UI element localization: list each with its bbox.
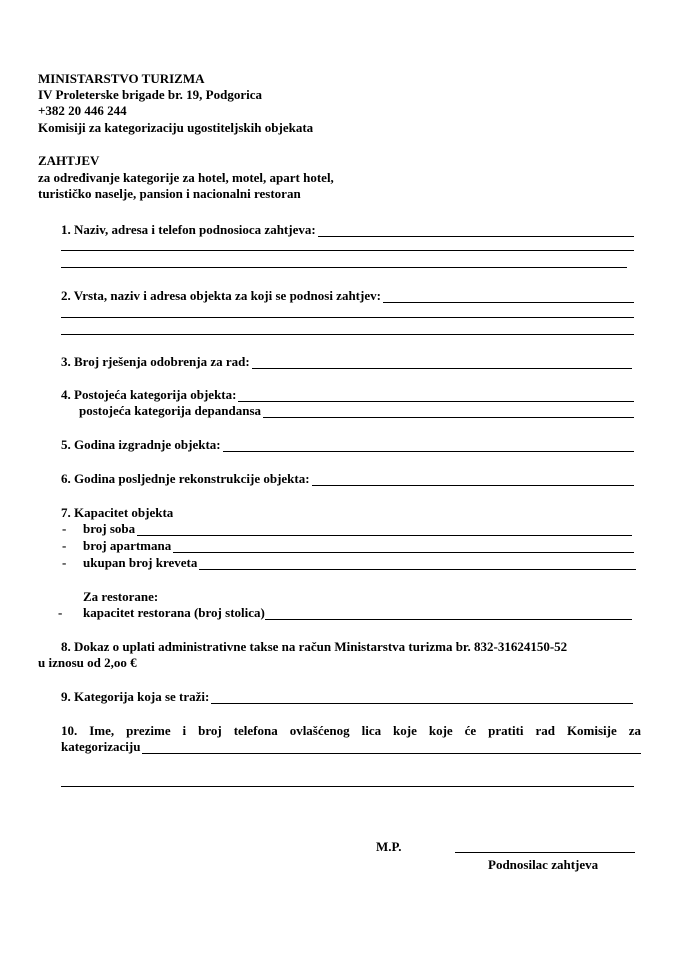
field-apartments[interactable]	[83, 538, 634, 553]
field-reconstruction-year-line[interactable]	[312, 473, 634, 486]
field-restaurant-capacity[interactable]	[83, 605, 632, 620]
field-beds-line[interactable]	[199, 557, 636, 570]
field-current-category-label: 4. Postojeća kategorija objekta:	[61, 387, 237, 402]
field-requested-category[interactable]	[61, 689, 633, 704]
field-restaurant-capacity-label: kapacitet restorana (broj stolica)	[83, 605, 265, 620]
payment-proof-line-1: 8. Dokaz o uplati administrativne takse na račun Ministarstva turizma br. 832-31624150-52	[61, 639, 568, 654]
field-applicant-label: 1. Naziv, adresa i telefon podnosioca zahtjeva:	[61, 222, 316, 237]
bullet-dash: -	[58, 605, 63, 620]
commission-addressee: Komisiji za kategorizaciju ugostiteljskih objekata	[38, 120, 314, 135]
field-annex-category-line[interactable]	[263, 405, 634, 418]
ministry-address: IV Proleterske brigade br. 19, Podgorica	[38, 87, 262, 102]
field-authorized-person-label: kategorizaciju	[61, 739, 141, 754]
field-permit-label: 3. Broj rješenja odobrenja za rad:	[61, 354, 250, 369]
field-beds-label: ukupan broj kreveta	[83, 555, 198, 570]
authorized-person-line-1: 10. Ime, prezime i broj telefona ovlašćenog lica koje koje će pratiti rad Komisije za	[61, 723, 641, 738]
request-subtitle-2: turističko naselje, pansion i nacionalni restoran	[38, 186, 301, 201]
ministry-name: MINISTARSTVO TURIZMA	[38, 71, 205, 86]
field-authorized-person-line[interactable]	[142, 741, 641, 754]
field-annex-category-label: postojeća kategorija depandansa	[79, 403, 262, 418]
field-build-year-label: 5. Godina izgradnje objekta:	[61, 437, 221, 452]
field-build-year[interactable]	[61, 437, 634, 452]
field-requested-category-line[interactable]	[211, 691, 633, 704]
field-applicant-line-3[interactable]	[61, 267, 627, 268]
signature-label: Podnosilac zahtjeva	[488, 857, 599, 872]
field-current-category[interactable]	[61, 387, 634, 402]
ministry-phone: +382 20 446 244	[38, 103, 127, 118]
field-apartments-label: broj apartmana	[83, 538, 172, 553]
field-authorized-person[interactable]	[61, 739, 641, 754]
field-apartments-line[interactable]	[173, 540, 634, 553]
field-object-label: 2. Vrsta, naziv i adresa objekta za koji se podnosi zahtjev:	[61, 288, 381, 303]
field-reconstruction-year-label: 6. Godina posljednje rekonstrukcije objekta:	[61, 471, 310, 486]
stamp-label: M.P.	[376, 839, 402, 854]
signature-line[interactable]	[455, 852, 635, 853]
field-applicant-line-2[interactable]	[61, 250, 634, 251]
field-restaurant-capacity-line[interactable]	[265, 607, 632, 620]
request-title: ZAHTJEV	[38, 153, 100, 168]
field-build-year-line[interactable]	[223, 439, 634, 452]
bullet-dash: -	[62, 555, 67, 570]
bullet-dash: -	[62, 521, 67, 536]
field-authorized-person-line-2[interactable]	[61, 786, 634, 787]
field-applicant-line[interactable]	[318, 224, 634, 237]
field-object-line-3[interactable]	[61, 334, 634, 335]
field-rooms[interactable]	[83, 521, 632, 536]
field-requested-category-label: 9. Kategorija koja se traži:	[61, 689, 210, 704]
field-beds[interactable]	[83, 555, 636, 570]
field-applicant[interactable]	[61, 222, 634, 237]
request-subtitle-1: za određivanje kategorije za hotel, motel, apart hotel,	[38, 170, 334, 185]
field-object-line[interactable]	[383, 290, 634, 303]
payment-proof-line-2: u iznosu od 2,oo €	[38, 655, 137, 670]
field-object[interactable]	[61, 288, 634, 303]
field-current-category-line[interactable]	[238, 389, 634, 402]
field-annex-category[interactable]	[79, 403, 634, 418]
restaurants-heading: Za restorane:	[83, 589, 159, 604]
field-object-line-2[interactable]	[61, 317, 634, 318]
field-reconstruction-year[interactable]	[61, 471, 634, 486]
field-permit[interactable]	[61, 354, 632, 369]
bullet-dash: -	[62, 538, 67, 553]
field-rooms-line[interactable]	[137, 523, 632, 536]
capacity-heading: 7. Kapacitet objekta	[61, 505, 174, 520]
field-rooms-label: broj soba	[83, 521, 136, 536]
field-permit-line[interactable]	[252, 356, 632, 369]
